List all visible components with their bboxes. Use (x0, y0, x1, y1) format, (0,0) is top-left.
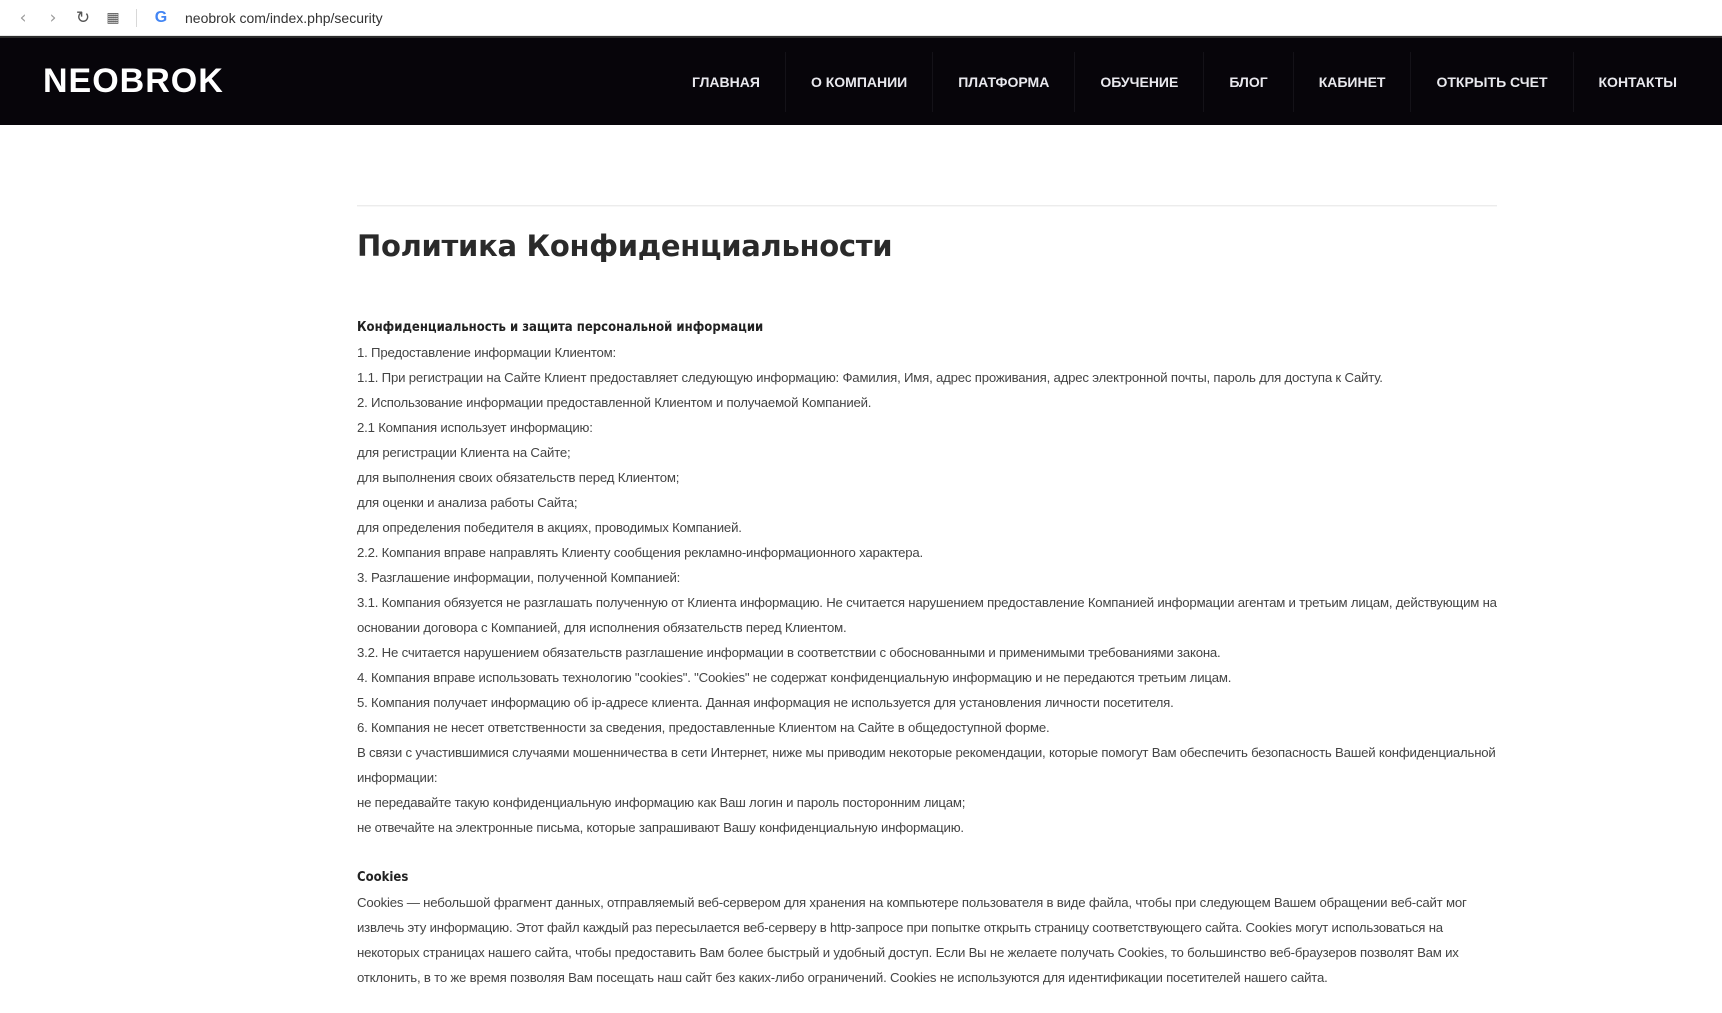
section-title-privacy: Конфиденциальность и защита персональной информации (357, 320, 764, 335)
back-icon[interactable]: ‹ (19, 7, 27, 28)
nav-item-open-account[interactable]: ОТКРЫТЬ СЧЕТ (1410, 52, 1572, 112)
site-header (0, 36, 1722, 125)
policy-line: 3.1. Компания обязуется не разглашать полученную от Клиента информацию. Не считается нарушением предоставление Компанией информации агентам и третьим лицам, действующим на основании договора с Компанией, для исполнения обязательств перед Клиентом. (357, 595, 1497, 635)
page-title: Политика Конфиденциальности (357, 229, 893, 263)
policy-line: В связи с участившимися случаями мошенничества в сети Интернет, ниже мы приводим некоторые рекомендации, которые помогут Вам обеспечить безопасность Вашей конфиденциальной информации: (357, 745, 1496, 785)
nav-item-contacts[interactable]: КОНТАКТЫ (1573, 52, 1702, 112)
forward-icon[interactable]: › (49, 7, 57, 28)
policy-line: 1.1. При регистрации на Сайте Клиент предоставляет следующую информацию: Фамилия, Имя, адрес проживания, адрес электронной почты, пароль для доступа к Сайту. (357, 370, 1383, 385)
policy-line: 5. Компания получает информацию об ip-адресе клиента. Данная информация не используется для установления личности посетителя. (357, 695, 1174, 710)
policy-line: 2. Использование информации предоставленной Клиентом и получаемой Компанией. (357, 395, 872, 410)
toolbar-divider (136, 9, 137, 27)
policy-line: 3.2. Не считается нарушением обязательств разглашение информации в соответствии с обоснованными и применимыми требованиями закона. (357, 645, 1221, 660)
main-nav (667, 38, 1702, 125)
logo[interactable]: NEOBROK (43, 62, 224, 100)
policy-line: не отвечайте на электронные письма, которые запрашивают Вашу конфиденциальную информацию. (357, 820, 964, 835)
policy-line: 2.2. Компания вправе направлять Клиенту сообщения рекламно-информационного характера. (357, 545, 923, 560)
policy-line: 1. Предоставление информации Клиентом: (357, 345, 616, 360)
nav-item-home[interactable]: ГЛАВНАЯ (692, 73, 760, 90)
nav-item-about[interactable]: О КОМПАНИИ (785, 52, 932, 112)
privacy-section (357, 340, 1497, 840)
nav-item-blog[interactable]: БЛОГ (1203, 52, 1292, 112)
nav-item-education[interactable]: ОБУЧЕНИЕ (1074, 52, 1203, 112)
address-bar[interactable]: neobrok com/index.php/security (185, 9, 383, 26)
policy-line: для оценки и анализа работы Сайта; (357, 495, 578, 510)
tabs-grid-icon[interactable]: ▦ (106, 9, 120, 26)
policy-line: не передавайте такую конфиденциальную информацию как Ваш логин и пароль посторонним лицам; (357, 795, 966, 810)
reload-icon[interactable]: ↻ (75, 7, 91, 28)
section-title-cookies: Cookies (357, 870, 409, 885)
divider (357, 205, 1497, 207)
nav-item-cabinet[interactable]: КАБИНЕТ (1293, 52, 1411, 112)
policy-line: для определения победителя в акциях, проводимых Компанией. (357, 520, 742, 535)
policy-line: 2.1 Компания использует информацию: (357, 420, 593, 435)
policy-line: 4. Компания вправе использовать технологию "cookies". "Cookies" не содержат конфиденциальную информацию и не передаются третьим лицам. (357, 670, 1232, 685)
policy-line: для выполнения своих обязательств перед Клиентом; (357, 470, 680, 485)
policy-line: 3. Разглашение информации, полученной Компанией: (357, 570, 681, 585)
main-content (357, 205, 1497, 990)
cookies-text: Cookies — небольшой фрагмент данных, отправляемый веб-сервером для хранения на компьютере пользователя в виде файла, чтобы при следующем Вашем обращении веб-сайт мог извлечь эту информацию. Этот файл каждый раз пересылается веб-серверу в http-запросе при попытке открыть страницу соответствующего сайта. Cookies могут использоваться на некоторых страницах нашего сайта, чтобы предоставить Вам более быстрый и удобный доступ. Если Вы не желаете получать Cookies, то большинство веб-браузеров позволят Вам их отклонить, в то же время позволяя Вам посещать наш сайт без каких-либо ограничений. Cookies не используются для идентификации посетителей нашего сайта. (357, 895, 1467, 985)
google-icon: G (154, 8, 168, 26)
browser-toolbar (0, 0, 1722, 36)
policy-line: 6. Компания не несет ответственности за сведения, предоставленные Клиентом на Сайте в общедоступной форме. (357, 720, 1050, 735)
policy-line: для регистрации Клиента на Сайте; (357, 445, 571, 460)
nav-item-platform[interactable]: ПЛАТФОРМА (932, 52, 1074, 112)
